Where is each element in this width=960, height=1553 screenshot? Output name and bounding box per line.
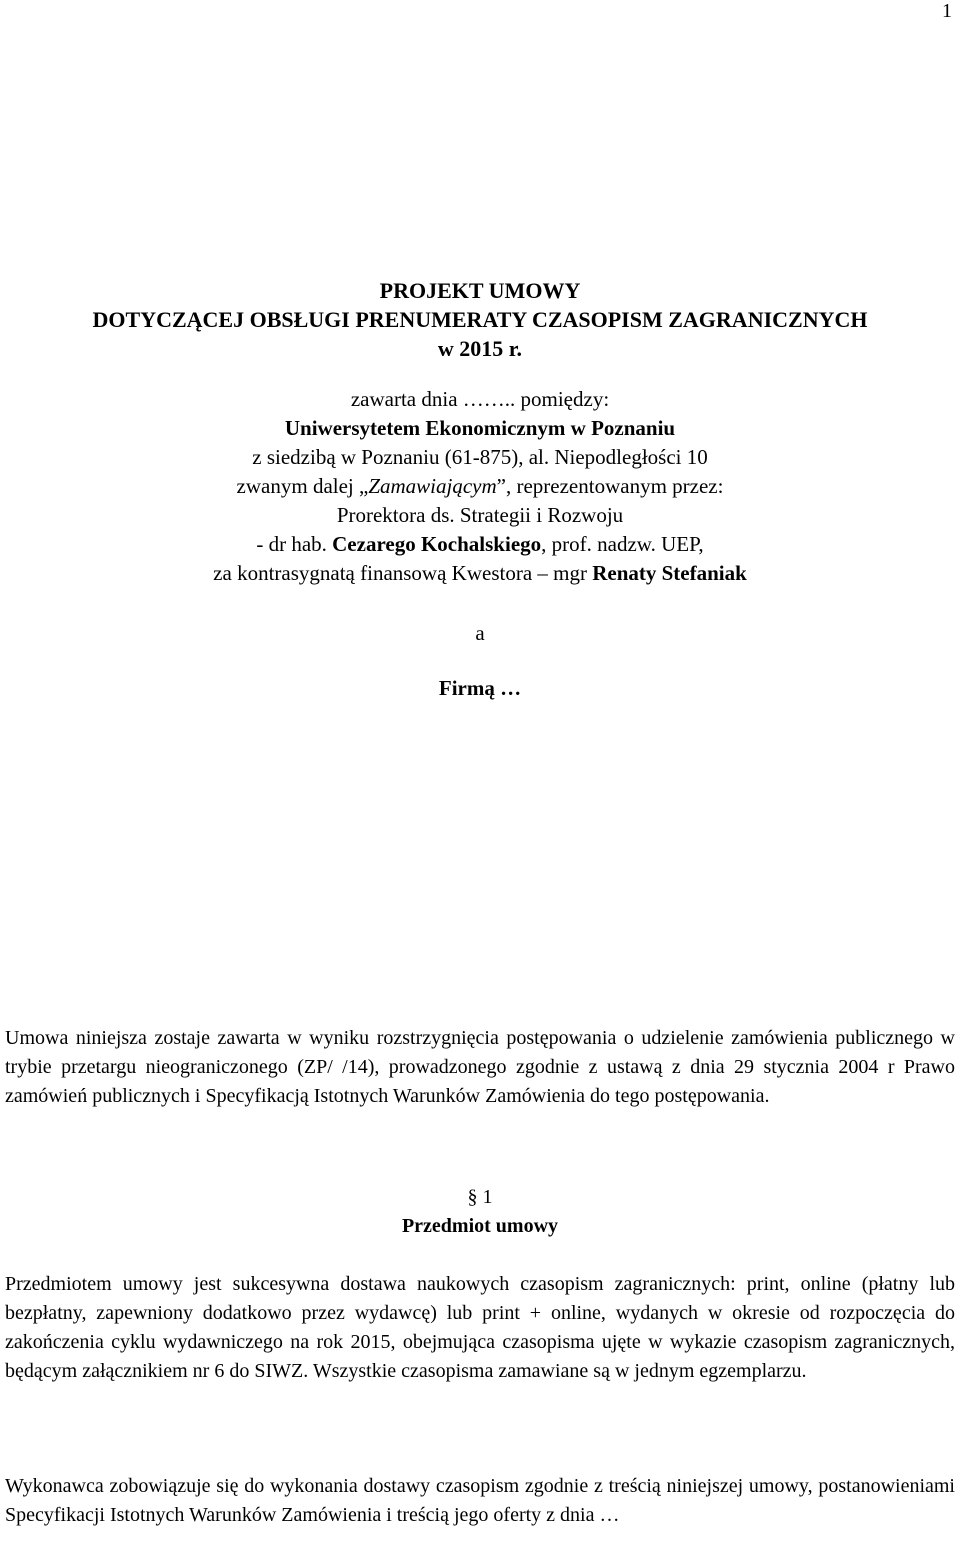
party-role: Zamawiającym <box>368 474 497 498</box>
title-line-1: PROJEKT UMOWY <box>379 278 581 303</box>
university-address: z siedzibą w Poznaniu (61-875), al. Niepodległości 10 <box>252 445 708 469</box>
representative-role: Prorektora ds. Strategii i Rozwoju <box>336 503 624 527</box>
university-name: Uniwersytetem Ekonomicznym w Poznaniu <box>284 416 676 440</box>
document-title <box>0 276 960 363</box>
named-as-line: zwanym dalej „Zamawiającym”, reprezentowanym przez: <box>236 474 724 498</box>
representative-line: - dr hab. Cezarego Kochalskiego, prof. nadzw. UEP, <box>256 532 704 556</box>
countersigner-name: Renaty Stefaniak <box>592 561 747 585</box>
representative-name: Cezarego Kochalskiego <box>332 532 542 556</box>
section-paragraph-1: Przedmiotem umowy jest sukcesywna dostawa naukowych czasopism zagranicznych: print, online (płatny lub bezpłatny, zapewniony dodatkowo przez wydawcę) lub print + online, wydanych w okresie od rozpoczęcia do zakończenia cyklu wydawniczego na rok 2015, obejmująca czasopisma ujęte w wykazie czasopism zagranicznych, będącym załącznikiem nr 6 do SIWZ. Wszystkie czasopisma zamawiane są w jednym egzemplarzu. <box>5 1273 955 1382</box>
contract-parties <box>0 385 960 588</box>
title-line-3: w 2015 r. <box>437 336 523 361</box>
page-number: 1 <box>942 0 952 22</box>
section-paragraph-2: Wykonawca zobowiązuje się do wykonania dostawy czasopism zgodnie z treścią niniejszej umowy, postanowieniami Specyfikacji Istotnych Warunków Zamówienia i treścią jego oferty z dnia … <box>5 1475 955 1526</box>
title-line-2: DOTYCZĄCEJ OBSŁUGI PRENUMERATY CZASOPISM ZAGRANICZNYCH <box>92 307 868 332</box>
party-separator: a <box>475 621 485 645</box>
section-title: Przedmiot umowy <box>401 1215 559 1237</box>
contractor-firm: Firmą … <box>438 676 522 700</box>
date-line: zawarta dnia …….. pomiędzy: <box>350 387 610 411</box>
section-number: § 1 <box>467 1186 493 1208</box>
intro-paragraph: Umowa niniejsza zostaje zawarta w wyniku rozstrzygnięcia postępowania o udzielenie zamówienia publicznego w trybie przetargu nieograniczonego (ZP/ /14), prowadzonego zgodnie z ustawą z dnia 29 stycznia 2004 r Prawo zamówień publicznych i Specyfikacją Istotnych Warunków Zamówienia do tego postępowania. <box>5 1027 955 1107</box>
countersignature-line: za kontrasygnatą finansową Kwestora – mgr Renaty Stefaniak <box>213 561 747 585</box>
